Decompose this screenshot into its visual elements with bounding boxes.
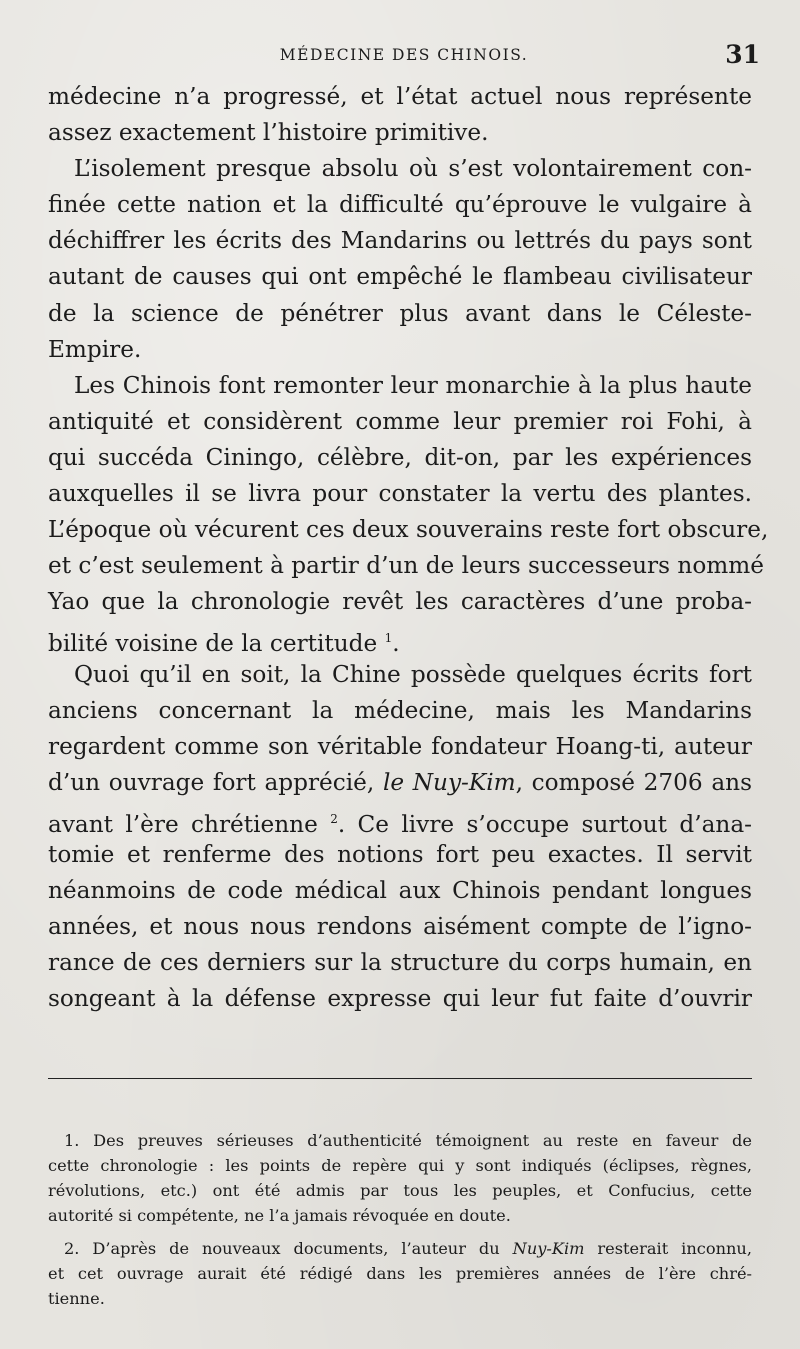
paragraph [48, 368, 769, 658]
footnote-line [48, 1236, 752, 1261]
text-line: finée cette nation et la difficulté qu’éprouve le vulgaire à [48, 191, 752, 219]
text-line: médecine n’a progressé, et l’état actuel nous représente [48, 83, 752, 110]
footnote-line: cette chronologie : les points de repère qui y sont indiqués (éclipses, règnes, [48, 1156, 752, 1175]
text-line: rance de ces derniers sur la structure du corps humain, en [48, 949, 752, 977]
footnote-line: révolutions, etc.) ont été admis par tous les peuples, et Confucius, cette [48, 1181, 752, 1200]
text-run: . [392, 630, 400, 658]
text-run: avant l’ère chrétienne [48, 810, 318, 838]
text-line: antiquité et considèrent comme leur premier roi Fohi, à [48, 407, 752, 435]
text-line [48, 765, 752, 801]
text-run: bilité voisine de la certitude [48, 630, 378, 658]
text-line: auxquelles il se livra pour constater la vertu des plantes. [48, 480, 752, 508]
running-head [48, 40, 760, 70]
text-line: de la science de pénétrer plus avant dans le Céleste- [48, 299, 752, 327]
footnote-ref-2[interactable]: 2 [330, 811, 338, 826]
paragraph [48, 79, 752, 151]
text-line: songeant à la défense expresse qui leur fut faite d’ouvrir [48, 985, 752, 1013]
text-line: déchiffrer les écrits des Mandarins ou lettrés du pays sont [48, 227, 752, 255]
page-number: 31 [725, 40, 760, 69]
text-line: néanmoins de code médical aux Chinois pendant longues [48, 877, 752, 905]
paragraph [48, 657, 752, 1018]
footnote-1 [48, 1128, 752, 1228]
footnotes [48, 1128, 752, 1319]
text-line: Yao que la chronologie revêt les caractères d’une proba- [48, 588, 752, 616]
text-line: Quoi qu’il en soit, la Chine possède quelques écrits fort [74, 660, 752, 688]
paragraph [48, 151, 752, 368]
text-line: qui succéda Ciningo, célèbre, dit-on, par les expériences [48, 443, 752, 471]
text-line [48, 801, 752, 837]
footnote-divider [48, 1078, 752, 1079]
text-line: tomie et renferme des notions fort peu exactes. Il servit [48, 840, 752, 868]
text-run: resterait inconnu, [584, 1239, 752, 1258]
text-line: assez exactement l’histoire primitive. [48, 119, 489, 147]
footnote-line: tienne. [48, 1289, 105, 1308]
text-line: L’époque où vécurent ces deux souverains reste fort obscure, [48, 516, 769, 544]
text-run: d’un ouvrage fort apprécié, [48, 768, 383, 796]
footnote-ref-1[interactable]: 1 [384, 631, 393, 646]
text-line: regardent comme son véritable fondateur Hoang-ti, auteur [48, 732, 752, 760]
footnote-line: autorité si compétente, ne l’a jamais révoquée en doute. [48, 1206, 511, 1225]
text-line: anciens concernant la médecine, mais les Mandarins [48, 696, 752, 724]
text-line: années, et nous nous rendons aisément compte de l’igno- [48, 913, 752, 941]
footnote-line: 1. Des preuves sérieuses d’authenticité témoignent au reste en faveur de [64, 1131, 752, 1150]
text-line: et c’est seulement à partir d’un de leurs successeurs nommé [48, 552, 764, 580]
text-run: , composé 2706 ans [515, 768, 752, 796]
book-title: Nuy-Kim [512, 1239, 585, 1258]
text-line [48, 620, 752, 656]
body-text [48, 79, 769, 1017]
running-title: MÉDECINE DES CHINOIS. [279, 46, 529, 64]
text-run: 2. D’après de nouveaux documents, l’auteur du [64, 1239, 513, 1258]
book-title: le Nuy-Kim [382, 768, 516, 796]
text-run: . Ce livre s’occupe surtout d’ana- [337, 810, 752, 838]
text-line: Les Chinois font remonter leur monarchie à la plus haute [74, 371, 752, 399]
footnote-2 [48, 1236, 752, 1311]
text-line: L’isolement presque absolu où s’est volontairement con- [74, 155, 752, 183]
text-line: Empire. [48, 335, 142, 363]
footnote-line: et cet ouvrage aurait été rédigé dans les premières années de l’ère chré- [48, 1264, 752, 1283]
text-line: autant de causes qui ont empêché le flambeau civilisateur [48, 263, 752, 291]
